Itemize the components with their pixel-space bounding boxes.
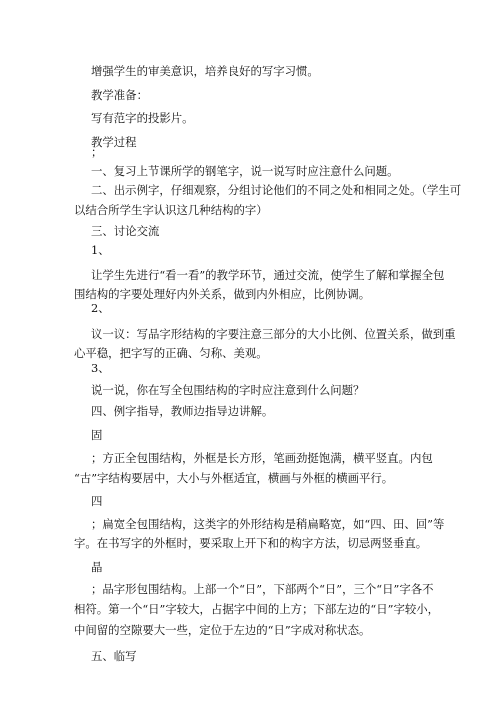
text-line: 教学过程 [91, 135, 137, 149]
text-line: 三、讨论交流 [91, 224, 160, 238]
example-character: 晶 [91, 560, 103, 574]
text-line: 围结构的字要处理好内外关系，做到内外相应，比例协调。 [74, 287, 371, 301]
text-line: 字。在书写字的外框时，要采取上开下和的构字方法，切忌两竖垂直。 [74, 536, 428, 550]
text-line: 四、例字指导，教师边指导边讲解。 [91, 404, 274, 418]
text-line: 教学准备： [91, 88, 148, 102]
text-line: 心平稳，把字写的正确、匀称、美观。 [74, 346, 268, 360]
text-line: ； [91, 145, 103, 159]
text-line: 增强学生的审美意识，培养良好的写字习惯。 [91, 64, 319, 78]
text-line: 2、 [91, 301, 110, 315]
text-line: 写有范字的投影片。 [91, 111, 194, 125]
text-line: 中间留的空隙要大一些，定位于左边的“日”字成对称状态。 [74, 623, 371, 637]
text-line: 让学生先进行“看一看”的教学环节，通过交流，使学生了解和掌握全包 [91, 268, 445, 282]
example-character: 固 [91, 428, 103, 442]
text-line: 说一说，你在写全包围结构的字时应注意到什么问题？ [91, 383, 365, 397]
text-line: 相符。第一个“日”字较大，占据字中间的上方；下部左边的“日”字较小， [74, 602, 440, 616]
text-line: 3、 [91, 361, 110, 375]
text-line: 二、出示例字，仔细观察，分组讨论他们的不同之处和相同之处。（学生可 [91, 183, 462, 197]
text-line: 五、临写 [91, 649, 137, 663]
text-line: ；方正全包围结构，外框是长方形，笔画劲挺饱满，横平竖直。内包 [91, 451, 433, 465]
example-character: 四 [91, 494, 103, 508]
text-line: 议一议：写品字形结构的字要注意三部分的大小比例、位置关系，做到重 [91, 327, 456, 341]
text-line: ；品字形包围结构。上部一个“日”，下部两个“日”，三个“日”字各不 [91, 582, 434, 596]
text-line: 1、 [91, 243, 110, 257]
text-line: ；扁宽全包围结构，这类字的外形结构是稍扁略宽，如“四、田、回”等 [91, 517, 445, 531]
text-line: “古”字结构要居中，大小与外框适宜，横画与外框的横画平行。 [74, 471, 394, 485]
text-line: 一、复习上节课所学的钢笔字，说一说写时应注意什么问题。 [91, 164, 399, 178]
text-line: 以结合所学生字认识这几种结构的字） [74, 203, 268, 217]
